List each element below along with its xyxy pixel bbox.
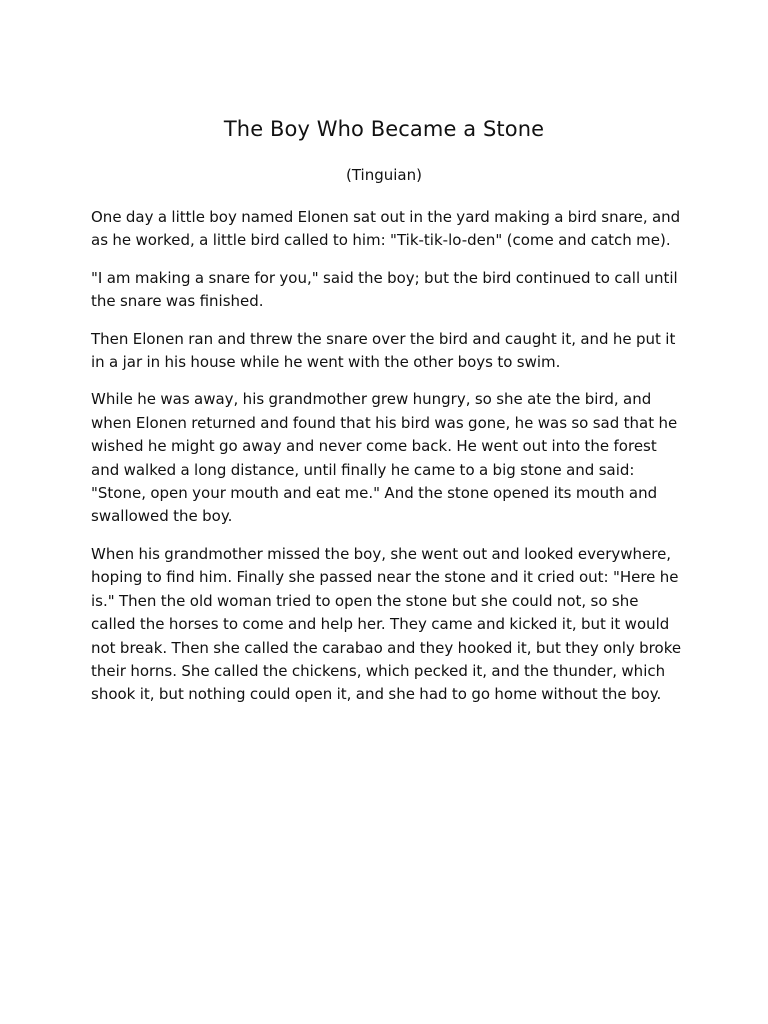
story-paragraph: When his grandmother missed the boy, she went out and looked everywhere, hoping to find him. Finally she passed near the stone and it cried out: "Here he is." Then the old woman tried to open the stone but she could not, so she called the horses to come and help her. They came and kicked it, but it would not break. Then she called the carabao and they hooked it, but they only broke their horns. She called the chickens, which pecked it, and the thunder, which shook it, but nothing could open it, and she had to go home without the boy. [91, 544, 682, 704]
story-paragraph: One day a little boy named Elonen sat out in the yard making a bird snare, and as he worked, a little bird called to him: "Tik-tik-lo-den" (come and catch me). [91, 208, 681, 250]
story-body [91, 206, 685, 721]
page-subtitle: (Tinguian) [346, 166, 422, 184]
story-paragraph: Then Elonen ran and threw the snare over the bird and caught it, and he put it in a jar in his house while he went with the other boys to swim. [91, 329, 676, 372]
story-paragraph: "I am making a snare for you," said the boy; but the bird continued to call until the snare was finished. [91, 268, 678, 311]
story-paragraph: While he was away, his grandmother grew hungry, so she ate the bird, and when Elonen returned and found that his bird was gone, he was so sad that he wished he might go away and never come back. He went out into the forest and walked a long distance, until finally he came to a big stone and said: "Stone, open your mouth and eat me." And the stone opened its mouth and swallowed the boy. [91, 390, 678, 526]
page-title: The Boy Who Became a Stone [223, 117, 545, 141]
